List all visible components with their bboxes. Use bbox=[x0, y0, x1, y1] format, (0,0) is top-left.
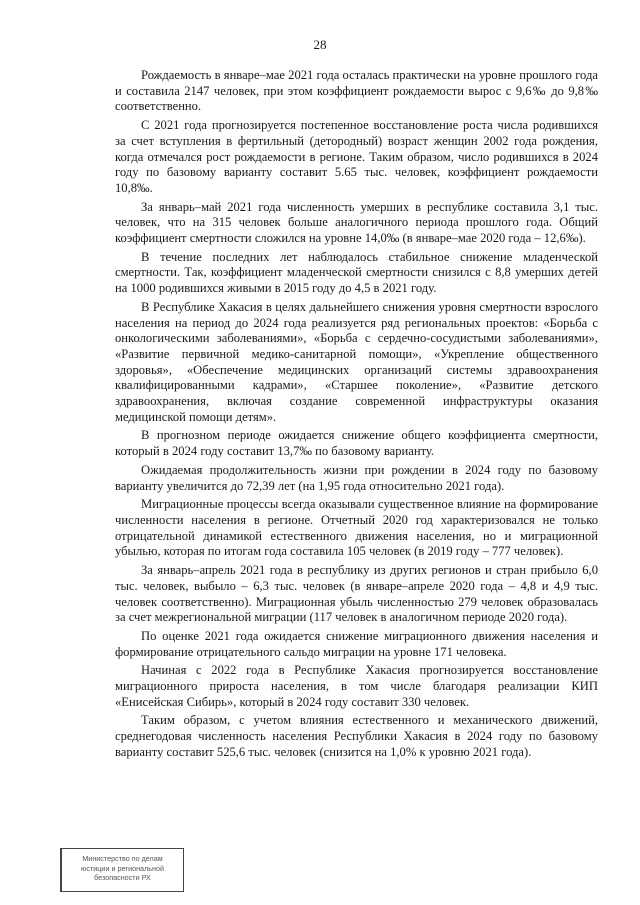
page-number: 28 bbox=[313, 37, 327, 52]
paragraph-migration: Миграционные процессы всегда оказывали существенное влияние на формирование численности населения в регионе. Отчетный 2020 год характеризовался не только отрицательной динамикой естественного движения населения, но и миграционной убылью, которая по итогам года составила 105 человек (в 2019 году – 777 человек). bbox=[115, 497, 598, 559]
paragraph-birth-rate: Рождаемость в январе–мае 2021 года осталась практически на уровне прошлого года и составила 2147 человек, при этом коэффициент рождаемости вырос с 9,6‰ до 9,8‰ соответственно. bbox=[115, 68, 598, 114]
paragraph-migration-estimate: По оценке 2021 года ожидается снижение миграционного движения населения и формирование отрицательного сальдо миграции на уровне 171 человека. bbox=[115, 628, 598, 659]
paragraph-life-expectancy: Ожидаемая продолжительность жизни при рождении в 2024 году по базовому варианту увеличится до 72,39 лет (на 1,95 года относительно 2021 года). bbox=[115, 462, 598, 493]
stamp-line: юстиции и региональной bbox=[81, 863, 164, 873]
paragraph-mortality: За январь–май 2021 года численность умерших в республике составила 3,1 тыс. человек, что на 315 человек больше аналогичного периода прошлого года. Общий коэффициент смертности сложился на уровне 14,0‰ (в январе–мае 2020 года – 12,6‰). bbox=[115, 199, 598, 246]
paragraph-birth-forecast: С 2021 года прогнозируется постепенное восстановление роста числа родившихся за счет вступления в фертильный (детородный) возраст женщин 2002 года рождения, когда отмечался рост рождаемости в регионе. Таким образом, число родившихся в 2024 году по базовому варианту составит 5.65 тыс. человек, коэффициент рождаемости 10,8‰. bbox=[115, 118, 598, 195]
stamp-line: Министерство по делам bbox=[82, 854, 163, 863]
paragraph-infant-mortality: В течение последних лет наблюдалось стабильное снижение младенческой смертности. Так, коэффициент младенческой смертности снизился с 8,8 умерших детей на 1000 родившихся живыми в 2015 году до 4,5 в 2021 году. bbox=[115, 249, 598, 296]
paragraph-migration-growth: Начиная с 2022 года в Республике Хакасия прогнозируется восстановление миграционного прироста населения, в том числе благодаря реализации КИП «Енисейская Сибирь», который в 2024 году составит 330 человек. bbox=[115, 663, 598, 709]
stamp-line: безопасности РХ bbox=[94, 873, 151, 882]
paragraph-regional-projects: В Республике Хакасия в целях дальнейшего снижения уровня смертности взрослого населения на период до 2024 года реализуется ряд региональных проектов: «Борьба с онкологическими заболеваниями», «Борьба с сердечно-сосудистыми заболеваниями», «Развитие первичной медико-санитарной помощи», «Укрепление общественного здоровья», «Обеспечение медицинских организаций системы здравоохранения квалифицированными кадрами», «Старшее поколение», «Развитие детского здравоохранения, включая создание современной инфраструктуры оказания медицинской помощи детям». bbox=[115, 299, 598, 424]
paragraph-migration-jan-apr: За январь–апрель 2021 года в республику из других регионов и стран прибыло 6,0 тыс. человек, выбыло – 6,3 тыс. человек (в январе–апреле 2020 года – 4,8 и 4,9 тыс. человек соответственно). Миграционная убыль численностью 279 человек образовалась за счет межрегиональной миграции (117 человек в аналогичном периоде 2020 года). bbox=[115, 563, 598, 625]
paragraph-mortality-forecast: В прогнозном периоде ожидается снижение общего коэффициента смертности, который в 2024 году составит 13,7‰ по базовому варианту. bbox=[115, 428, 598, 459]
registration-stamp bbox=[60, 848, 184, 892]
paragraph-population-summary: Таким образом, с учетом влияния естественного и механического движений, среднегодовая численность населения Республики Хакасия в 2024 году по базовому варианту составит 525,6 тыс. человек (снизится на 1,0% к уровню 2021 года). bbox=[115, 713, 598, 759]
document-body bbox=[115, 68, 598, 764]
